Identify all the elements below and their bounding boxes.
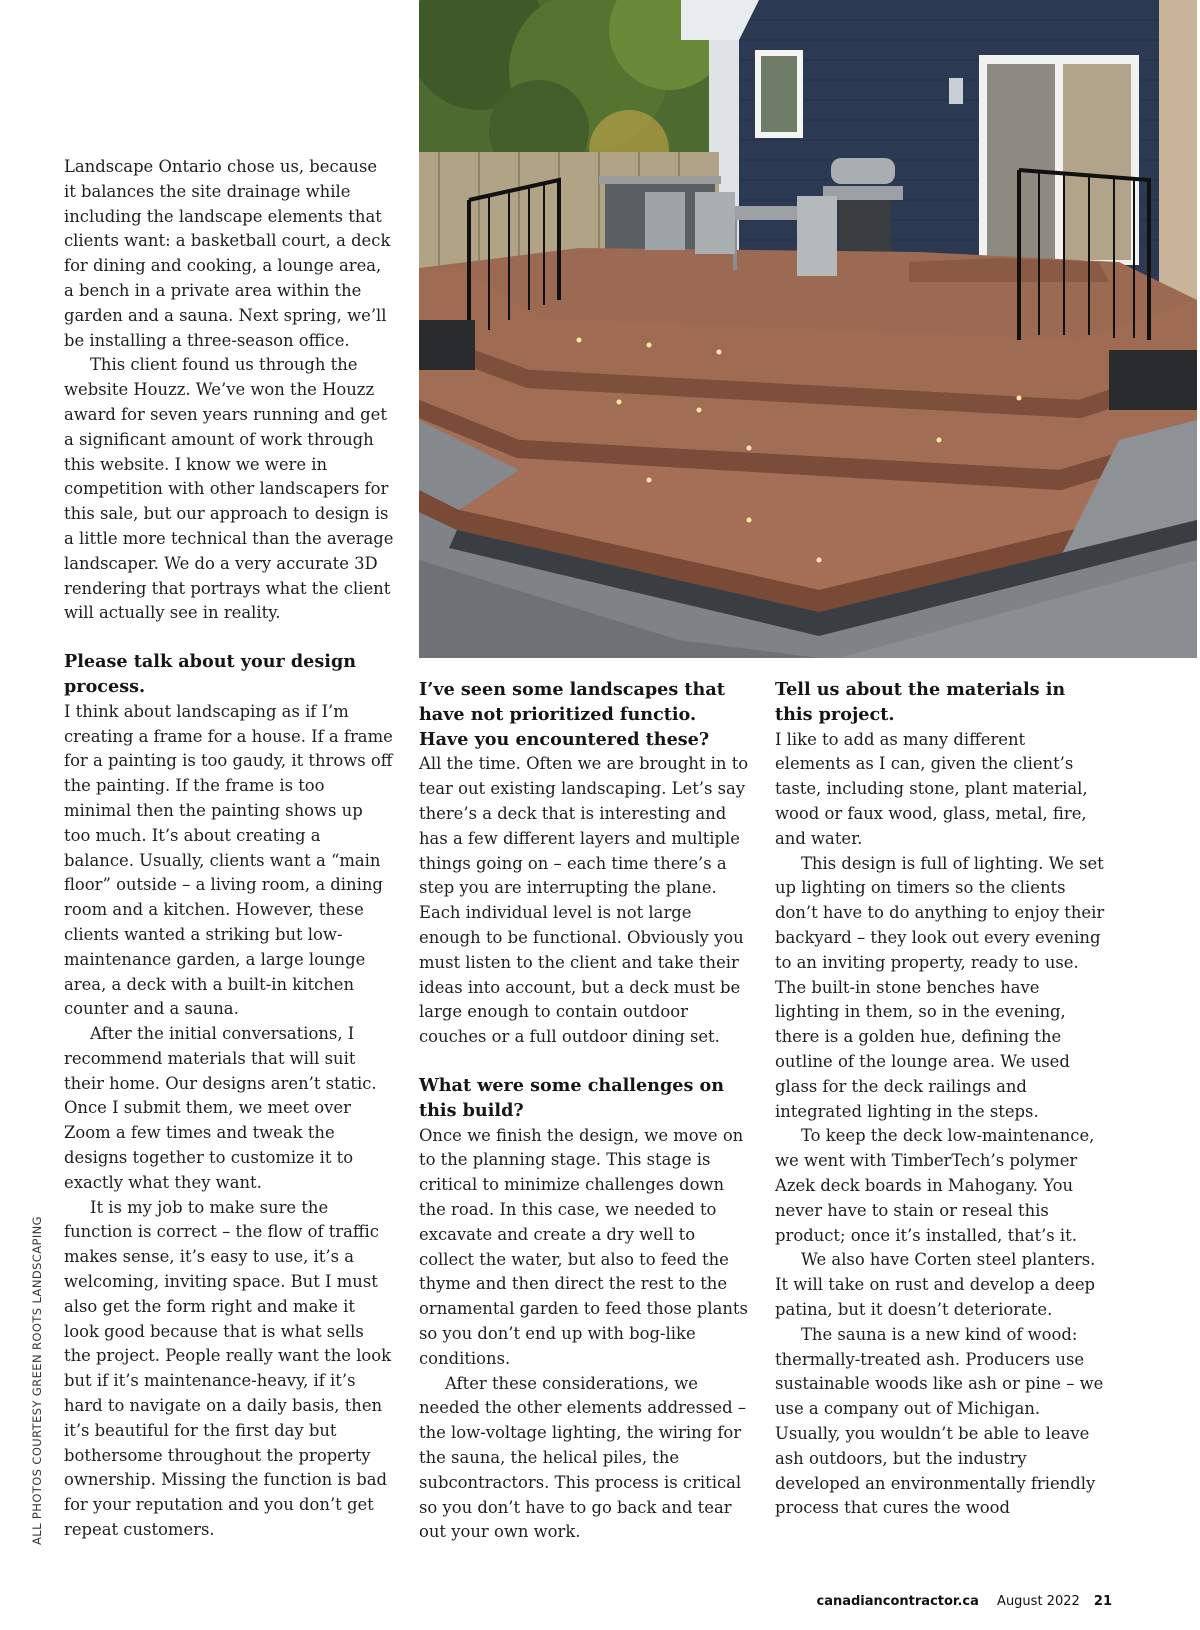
column-3	[775, 678, 1105, 1521]
paragraph: To keep the deck low-maintenance, we went with TimberTech’s polymer Azek deck boards in Mahogany. You never have to stain or reseal this product; once it’s installed, that’s it.	[775, 1126, 1095, 1245]
section-heading-design-process: Please talk about your design process.	[64, 651, 357, 697]
paragraph: After these considerations, we needed the other elements addressed – the low-voltage lighting, the wiring for the sauna, the helical piles, the subcontractors. This process is critical so you don’t have to go back and tear out your own work.	[419, 1373, 747, 1542]
column-1	[64, 155, 394, 1543]
section-heading-landscapes-functio: I’ve seen some landscapes that have not prioritized functio. Have you encountered these?	[419, 679, 725, 750]
page-number: 21	[1093, 1594, 1112, 1609]
paragraph: This design is full of lighting. We set up lighting on timers so the clients don’t have to do anything to enjoy their backyard – they look out every evening to an inviting property, ready to use. The built-in stone benches have lighting in them, so in the evening, there is a golden hue, defining the outline of the lounge area. We used glass for the deck railings and integrated lighting in the steps.	[775, 853, 1105, 1121]
paragraph: The sauna is a new kind of wood: thermally-treated ash. Producers use sustainable woods like ash or pine – we use a company out of Michigan. Usually, you wouldn’t be able to leave ash outdoors, but the industry developed an environmentally friendly process that cures the wood	[775, 1324, 1104, 1518]
paragraph: All the time. Often we are brought in to tear out existing landscaping. Let’s say there’s a deck that is interesting and has a few different layers and multiple things going on – each time there’s a step you are interrupting the plane. Each individual level is not large enough to be functional. Obviously you must listen to the client and take their ideas into account, but a deck must be large enough to contain outdoor couches or a full outdoor dining set.	[419, 754, 749, 1047]
paragraph: I think about landscaping as if I’m creating a frame for a house. If a frame for a painting is too gaudy, it throws off the painting. If the frame is too minimal then the painting shows up too much. It’s about creating a balance. Usually, clients want a “main floor” outside – a living room, a dining room and a kitchen. However, these clients wanted a striking but low-maintenance garden, a large lounge area, a deck with a built-in kitchen counter and a sauna.	[64, 701, 393, 1019]
column-2	[419, 678, 749, 1545]
section-heading-materials: Tell us about the materials in this project.	[775, 679, 1066, 725]
paragraph: We also have Corten steel planters. It will take on rust and develop a deep patina, but it doesn’t deteriorate.	[775, 1250, 1096, 1319]
paragraph: After the initial conversations, I recommend materials that will suit their home. Our designs aren’t static. Once I submit them, we meet over Zoom a few times and tweak the designs together to customize it to exactly what they want.	[64, 1024, 377, 1192]
paragraph: I like to add as many different elements as I can, given the client’s taste, including stone, plant material, wood or faux wood, glass, metal, fire, and water.	[775, 729, 1088, 848]
footer-site: canadiancontractor.ca	[816, 1594, 979, 1609]
page-footer	[816, 1594, 1112, 1609]
photo-credit: ALL PHOTOS COURTESY GREEN ROOTS LANDSCAPING	[30, 1216, 44, 1545]
footer-date: August 2022	[997, 1594, 1080, 1609]
paragraph: Landscape Ontario chose us, because it balances the site drainage while including the landscape elements that clients want: a basketball court, a deck for dining and cooking, a lounge area, a bench in a private area within the garden and a sauna. Next spring, we’ll be installing a three-season office.	[64, 157, 391, 350]
deck-photo	[419, 0, 1197, 658]
paragraph: Once we finish the design, we move on to the planning stage. This stage is critical to minimize challenges down the road. In this case, we needed to excavate and create a dry well to collect the water, but also to feed the thyme and then direct the rest to the ornamental garden to feed those plants so you don’t end up with bog-like conditions.	[419, 1125, 748, 1368]
paragraph: This client found us through the website Houzz. We’ve won the Houzz award for seven years running and get a significant amount of work through this website. I know we were in competition with other landscapers for this sale, but our approach to design is a little more technical than the average landscaper. We do a very accurate 3D rendering that portrays what the client will actually see in reality.	[64, 355, 394, 623]
section-heading-challenges: What were some challenges on this build?	[419, 1074, 725, 1121]
paragraph: It is my job to make sure the function is correct – the flow of traffic makes sense, it’s easy to use, it’s a welcoming, inviting space. But I must also get the form right and make it look good because that is what sells the project. People really want the look but if it’s maintenance-heavy, if it’s hard to navigate on a daily basis, then it’s beautiful for the first day but bothersome throughout the property ownership. Missing the function is bad for your reputation and you don’t get repeat customers.	[64, 1197, 392, 1540]
